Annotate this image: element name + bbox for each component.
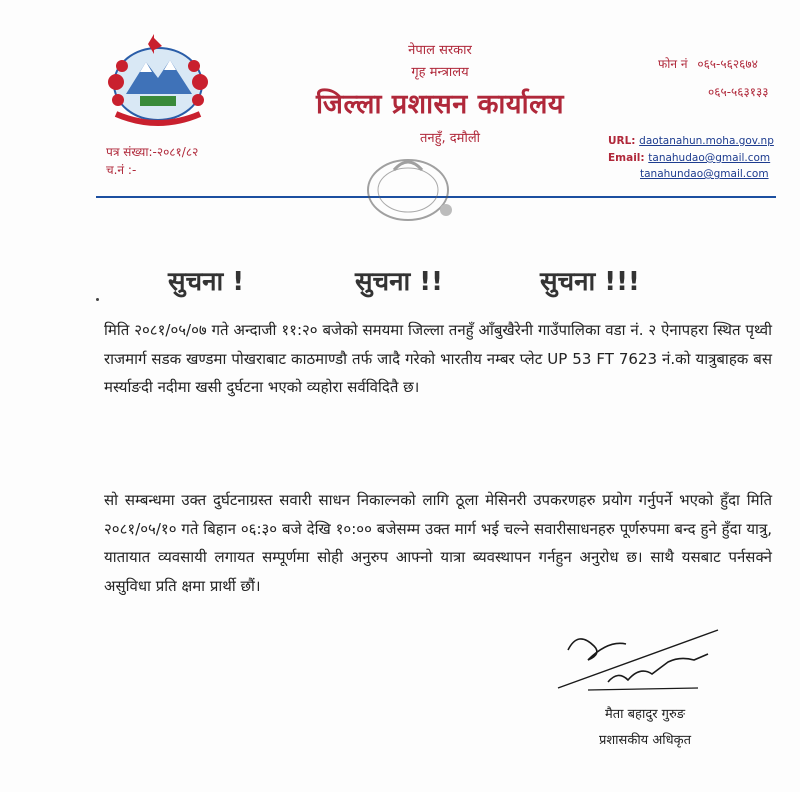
phone-2: ०६५-५६३१३३	[708, 85, 769, 99]
email-link-1[interactable]: tanahudao@gmail.com	[648, 152, 771, 164]
office-address: तनहुँ, दमौली	[419, 131, 481, 146]
government-name: नेपाल सरकार	[408, 43, 472, 58]
email-label: Email:	[608, 152, 645, 164]
office-name: जिल्ला प्रशासन कार्यालय	[315, 89, 565, 120]
body-paragraph-2: सो सम्बन्धमा उक्त दुर्घटनाग्रस्त सवारी साधन निकाल्नको लागि ठूला मेसिनरी उपकरणहरु प्रयोग गर्नुपर्ने भएको हुँदा मिति २०८१/०५/१० गते बिहान ०६:३० बजे देखि १०:०० बजेसम्म उक्त मार्ग भई चल्ने सवारीसाधनहरु पूर्णरुपमा बन्द हुने हुँदा यात्रु, यातायात व्यवसायी लगायत सम्पूर्णमा सोही अनुरुप आफ्नो यात्रा ब्यवस्थापन गर्नहुन अनुरोध छ। साथै यसबाट पर्नसक्ने असुविधा प्रति क्षमा प्रार्थी छौं।	[104, 491, 772, 595]
email-line	[608, 152, 770, 164]
phone-label: फोन नं	[658, 57, 688, 71]
url-line	[608, 135, 774, 147]
notice-title-2: सुचना !!	[355, 267, 444, 297]
office-stamp-icon	[350, 140, 470, 235]
url-link[interactable]: daotanahun.moha.gov.np	[639, 135, 774, 147]
nepal-emblem-icon	[96, 32, 220, 132]
ministry-name: गृह मन्त्रालय	[411, 65, 469, 80]
email-link-2[interactable]: tanahundao@gmail.com	[640, 168, 769, 180]
dispatch-number: च.नं :-	[106, 163, 137, 177]
notice-title-3: सुचना !!!	[540, 267, 640, 297]
stray-mark	[96, 298, 99, 301]
letter-number: पत्र संख्या:-२०८१/८२	[106, 145, 199, 159]
phone-1: ०६५-५६२६७४	[697, 57, 758, 71]
signer-name: मैता बहादुर गुरुङ	[604, 707, 686, 722]
url-label: URL:	[608, 135, 636, 147]
body-paragraph-1: मिति २०८१/०५/०७ गते अन्दाजी ११:२० बजेको समयमा जिल्ला तनहुँ आँबुखैरेनी गाउँपालिका वडा नं. २ ऐनापहरा स्थित पृथ्वी राजमार्ग सडक खण्डमा पोखराबाट काठमाण्डौ तर्फ जादै गरेको भारतीय नम्बर प्लेट UP 53 FT 7623 नं.को यात्रुबाहक बस मर्स्याङदी नदीमा खसी दुर्घटना भएको व्यहोरा सर्वविदितै छ।	[104, 321, 772, 396]
handwritten-signature-icon	[548, 610, 738, 700]
signer-title: प्रशासकीय अधिकृत	[598, 733, 692, 748]
notice-title-1: सुचना !	[168, 267, 245, 297]
phone-line-1	[658, 55, 758, 72]
